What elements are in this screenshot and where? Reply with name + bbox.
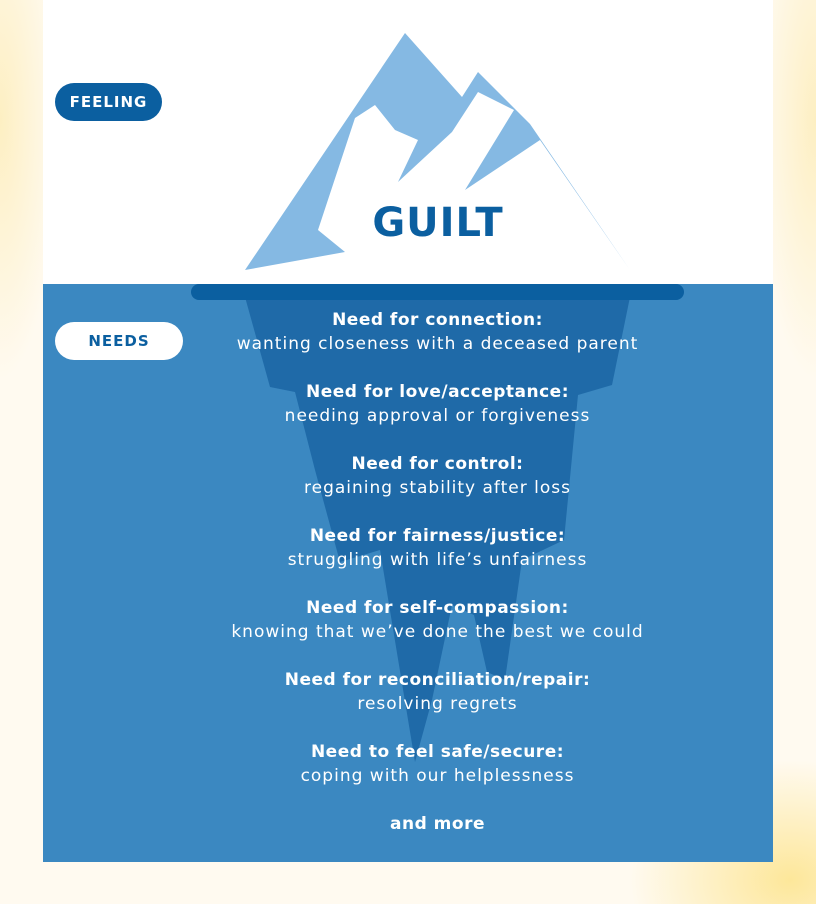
need-title: Need for self-compassion: bbox=[306, 598, 569, 618]
need-description: knowing that we’ve done the best we could bbox=[231, 622, 644, 642]
need-title: Need for reconciliation/repair: bbox=[284, 670, 591, 690]
need-description: coping with our helplessness bbox=[300, 766, 575, 786]
need-description: needing approval or forgiveness bbox=[284, 406, 591, 426]
need-description: resolving regrets bbox=[357, 694, 518, 714]
need-description: regaining stability after loss bbox=[304, 478, 571, 498]
need-item bbox=[185, 380, 690, 452]
waterline bbox=[191, 284, 684, 300]
need-title: Need for connection: bbox=[332, 310, 543, 330]
need-item bbox=[185, 740, 690, 812]
feeling-badge: FEELING bbox=[55, 83, 162, 121]
need-description: wanting closeness with a deceased parent bbox=[236, 334, 639, 354]
need-title: Need for fairness/justice: bbox=[309, 526, 566, 546]
and-more-text: and more bbox=[390, 814, 485, 834]
need-item bbox=[185, 596, 690, 668]
need-item bbox=[185, 452, 690, 524]
need-item bbox=[185, 668, 690, 740]
feeling-title: GUILT bbox=[372, 200, 504, 246]
need-description: struggling with life’s unfairness bbox=[287, 550, 588, 570]
need-title: Need to feel safe/secure: bbox=[310, 742, 565, 762]
need-item bbox=[185, 308, 690, 380]
need-title: Need for love/acceptance: bbox=[305, 382, 569, 402]
needs-list bbox=[185, 308, 690, 836]
needs-badge: NEEDS bbox=[55, 322, 183, 360]
need-item bbox=[185, 524, 690, 596]
need-title: Need for control: bbox=[351, 454, 524, 474]
